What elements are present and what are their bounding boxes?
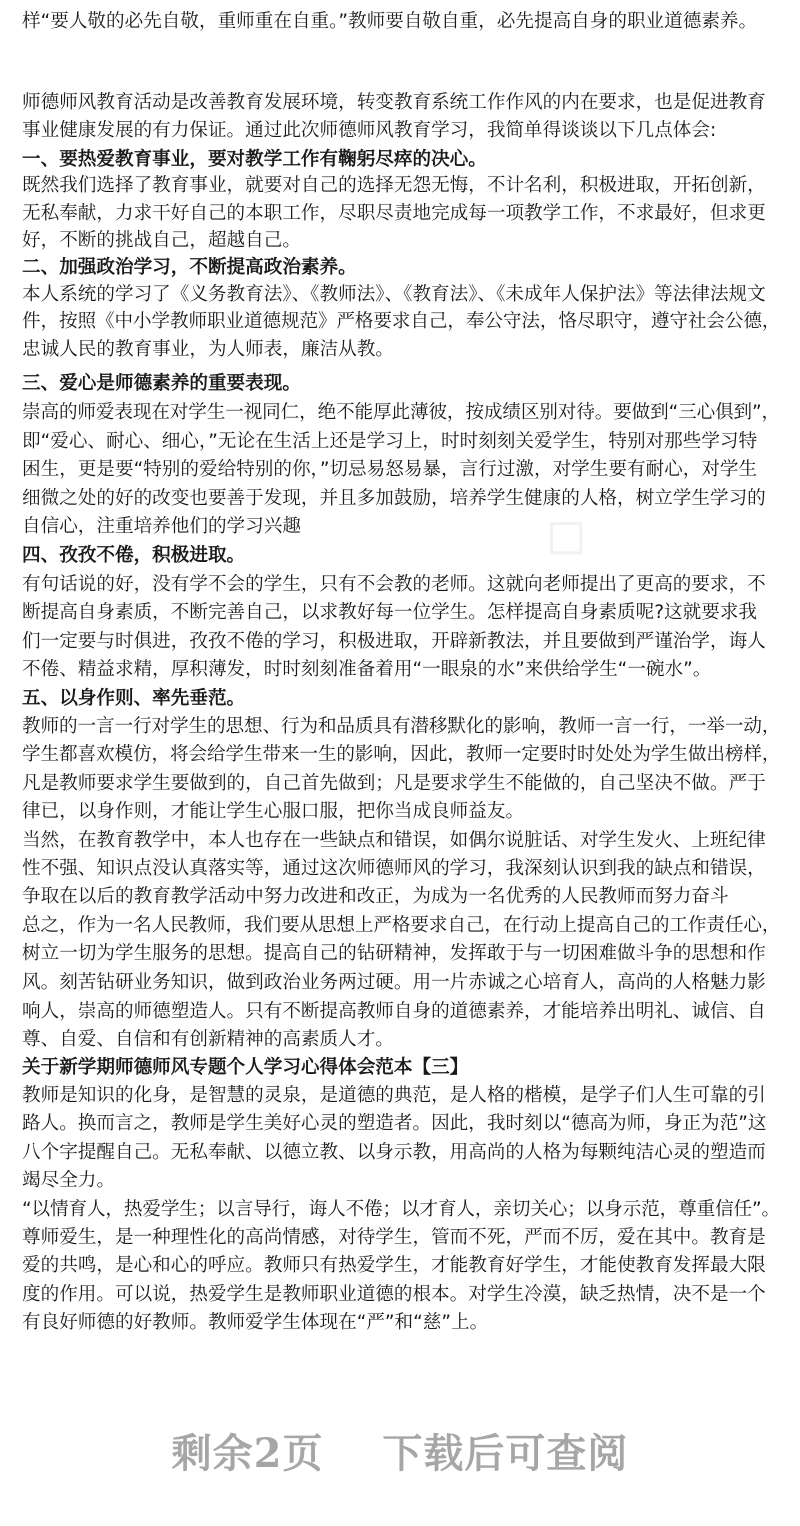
download-prompt[interactable] bbox=[0, 1422, 800, 1479]
paragraph-line: 总之，作为一名人民教师，我们要从思想上严格要求自己，在行动上提高自己的工作责任心， bbox=[22, 915, 781, 936]
paragraph-line: 即“爱心、耐心、细心，”无论在生活上还是学习上，时时刻刻关爱学生，特别对那些学习特 bbox=[22, 431, 758, 452]
paragraph-line: 学生都喜欢模仿，将会给学生带来一生的影响，因此，教师一定要时时处处为学生做出榜样， bbox=[22, 744, 781, 765]
paragraph-line: 树立一切为学生服务的思想。提高自己的钻研精神，发挥敢于与一切困难做斗争的思想和作 bbox=[22, 943, 766, 964]
paragraph-line: 有句话说的好，没有学不会的学生，只有不会教的老师。这就向老师提出了更高的要求，不 bbox=[22, 574, 766, 595]
paragraph-line: 本人系统的学习了《义务教育法》、《教师法》、《教育法》、《未成年人保护法》等法律法规文 bbox=[22, 284, 766, 305]
paragraph-line: 教师是知识的化身，是智慧的灵泉，是道德的典范，是人格的楷模，是学子们人生可靠的引 bbox=[22, 1085, 766, 1106]
paragraph-line: 们一定要与时俱进，孜孜不倦的学习，积极进取，开辟新教法，并且要做到严谨治学，诲人 bbox=[22, 631, 766, 652]
paragraph-line: “以情育人，热爱学生；以言导行，诲人不倦；以才育人，亲切关心；以身示范，尊重信任”。 bbox=[22, 1199, 781, 1220]
paragraph-line: 事业健康发展的有力保证。通过此次师德师风教育学习，我简单得谈谈以下几点体会: bbox=[22, 120, 717, 141]
remaining-pages-label: 剩余2页 bbox=[171, 1430, 324, 1477]
section-heading: 五、以身作则、率先垂范。 bbox=[22, 688, 246, 709]
paragraph-line: 竭尽全力。 bbox=[22, 1170, 115, 1191]
paragraph-line: 有良好师德的好教师。教师爱学生体现在“严”和“慈”上。 bbox=[22, 1312, 489, 1333]
watermark: ◇ bbox=[522, 493, 605, 577]
section-heading: 四、孜孜不倦，积极进取。 bbox=[22, 545, 246, 566]
paragraph-line: 师德师风教育活动是改善教育发展环境，转变教育系统工作作风的内在要求，也是促进教育 bbox=[22, 92, 766, 113]
paragraph-line: 八个字提醒自己。无私奉献、以德立教、以身示教，用高尚的人格为每颗纯洁心灵的塑造而 bbox=[22, 1142, 766, 1163]
section-heading: 关于新学期师德师风专题个人学习心得体会范本【三】 bbox=[22, 1057, 469, 1078]
paragraph-line: 律已，以身作则，才能让学生心服口服，把你当成良师益友。 bbox=[22, 801, 525, 822]
paragraph-line: 尊、自爱、自信和有创新精神的高素质人才。 bbox=[22, 1029, 394, 1050]
paragraph-line: 困生，更是要“特别的爱给特别的你，”切忌易怒易暴，言行过激，对学生要有耐心，对学生 bbox=[22, 459, 758, 480]
paragraph-line: 不倦、精益求精，厚积薄发，时时刻刻准备着用“一眼泉的水”来供给学生“一碗水”。 bbox=[22, 659, 712, 680]
paragraph-line: 教师的一言一行对学生的思想、行为和品质具有潜移默化的影响，教师一言一行，一举一动， bbox=[22, 716, 781, 737]
paragraph-line: 争取在以后的教育教学活动中努力改进和改正，为成为一名优秀的人民教师而努力奋斗 bbox=[22, 886, 729, 907]
section-heading: 三、爱心是师德素养的重要表现。 bbox=[22, 373, 301, 394]
paragraph-line: 断提高自身素质，不断完善自己，以求教好每一位学生。怎样提高自身素质呢?这就要求我 bbox=[22, 602, 758, 623]
download-to-view-label: 下载后可查阅 bbox=[382, 1430, 629, 1477]
paragraph-line: 爱的共鸣，是心和心的呼应。教师只有热爱学生，才能教育好学生，才能使教育发挥最大限 bbox=[22, 1255, 766, 1276]
paragraph-line: 件，按照《中小学教师职业道德规范》严格要求自己，奉公守法，恪尽职守，遵守社会公德， bbox=[22, 311, 781, 332]
section-heading: 一、要热爱教育事业，要对教学工作有鞠躬尽瘁的决心。 bbox=[22, 149, 487, 170]
paragraph-line: 路人。换而言之，教师是学生美好心灵的塑造者。因此，我时刻以“德高为师，身正为范”这 bbox=[22, 1113, 767, 1134]
paragraph-line: 样“要人敬的必先自敬，重师重在自重。”教师要自敬自重，必先提高自身的职业道德素养。 bbox=[22, 11, 758, 32]
section-heading: 二、加强政治学习，不断提高政治素养。 bbox=[22, 257, 357, 278]
paragraph-line: 响人，崇高的师德塑造人。只有不断提高教师自身的道德素养，才能培养出明礼、诚信、自 bbox=[22, 1001, 766, 1022]
paragraph-line: 凡是教师要求学生要做到的，自己首先做到；凡是要求学生不能做的，自己坚决不做。严于 bbox=[22, 773, 766, 794]
paragraph-line: 风。刻苦钻研业务知识，做到政治业务两过硬。用一片赤诚之心培育人，高尚的人格魅力影 bbox=[22, 972, 766, 993]
paragraph-line: 自信心，注重培养他们的学习兴趣 bbox=[22, 516, 301, 537]
paragraph-line: 好，不断的挑战自己，超越自己。 bbox=[22, 230, 301, 251]
paragraph-line: 度的作用。可以说，热爱学生是教师职业道德的根本。对学生冷漠，缺乏热情，决不是一个 bbox=[22, 1284, 766, 1305]
paragraph-line: 尊师爱生，是一种理性化的高尚情感，对待学生，管而不死，严而不厉，爱在其中。教育是 bbox=[22, 1227, 766, 1248]
paragraph-line: 崇高的师爱表现在对学生一视同仁，绝不能厚此薄彼，按成绩区别对待。要做到“三心俱到”， bbox=[22, 402, 781, 423]
paragraph-line: 当然，在教育教学中，本人也存在一些缺点和错误，如偶尔说脏话、对学生发火、上班纪律 bbox=[22, 830, 766, 851]
paragraph-line: 既然我们选择了教育事业，就要对自己的选择无怨无悔，不计名利，积极进取，开拓创新， bbox=[22, 175, 766, 196]
paragraph-line: 细微之处的好的改变也要善于发现，并且多加鼓励，培养学生健康的人格，树立学生学习的 bbox=[22, 488, 766, 509]
paragraph-line: 忠诚人民的教育事业，为人师表，廉洁从教。 bbox=[22, 339, 394, 360]
paragraph-line: 无私奉献，力求干好自己的本职工作，尽职尽责地完成每一项教学工作，不求最好，但求更 bbox=[22, 203, 766, 224]
paragraph-line: 性不强、知识点没认真落实等，通过这次师德师风的学习，我深刻认识到我的缺点和错误， bbox=[22, 858, 766, 879]
